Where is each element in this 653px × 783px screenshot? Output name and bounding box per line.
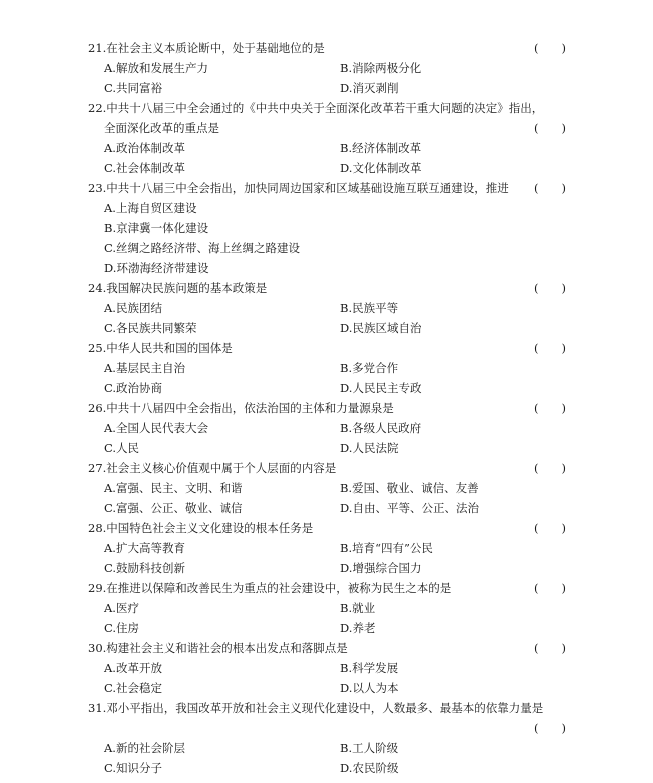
option-24-d[interactable]: D.民族区域自治 <box>340 321 422 335</box>
question-29-options-row1 <box>88 598 578 618</box>
question-28-options-row2 <box>88 558 578 578</box>
question-22-stem-cont <box>88 118 578 138</box>
option-25-c[interactable]: C.政治协商 <box>104 381 163 395</box>
question-25-options-row1 <box>88 358 578 378</box>
question-23-option-d-row <box>88 258 578 278</box>
option-23-b[interactable]: B.京津冀一体化建设 <box>104 221 209 235</box>
answer-blank-21[interactable]: ( ) <box>534 41 566 55</box>
option-29-c[interactable]: C.住房 <box>104 621 140 635</box>
option-31-a[interactable]: A.新的社会阶层 <box>104 741 185 755</box>
option-27-d[interactable]: D.自由、平等、公正、法治 <box>340 501 479 515</box>
question-26-text: 26.中共十八届四中全会指出，依法治国的主体和力量源泉是 <box>88 401 394 415</box>
question-23-option-b-row <box>88 218 578 238</box>
question-26-options-row1 <box>88 418 578 438</box>
answer-blank-23[interactable]: ( ) <box>534 181 566 195</box>
option-25-d[interactable]: D.人民民主专政 <box>340 381 422 395</box>
question-31-paren-row <box>88 718 578 738</box>
option-31-c[interactable]: C.知识分子 <box>104 761 163 775</box>
question-24-text: 24.我国解决民族问题的基本政策是 <box>88 281 268 295</box>
answer-blank-25[interactable]: ( ) <box>534 341 566 355</box>
question-22-options-row1 <box>88 138 578 158</box>
question-23-text: 23.中共十八届三中全会指出，加快同周边国家和区域基础设施互联互通建设，推进 <box>88 181 509 195</box>
answer-blank-27[interactable]: ( ) <box>534 461 566 475</box>
option-28-a[interactable]: A.扩大高等教育 <box>104 541 185 555</box>
option-21-d[interactable]: D.消灭剥削 <box>340 81 399 95</box>
option-22-c[interactable]: C.社会体制改革 <box>104 161 186 175</box>
answer-blank-31[interactable]: ( ) <box>534 721 566 735</box>
question-29-stem <box>88 578 578 598</box>
option-26-c[interactable]: C.人民 <box>104 441 140 455</box>
question-21-stem <box>88 38 578 58</box>
option-23-d[interactable]: D.环渤海经济带建设 <box>104 261 209 275</box>
question-24-stem <box>88 278 578 298</box>
question-22-text: 22.中共十八届三中全会通过的《中共中央关于全面深化改革若干重大问题的决定》指出， <box>88 101 544 115</box>
question-31-text: 31.邓小平指出，我国改革开放和社会主义现代化建设中，人数最多、最基本的依靠力量是 <box>88 701 544 715</box>
option-28-b[interactable]: B.培育“四有”公民 <box>340 541 433 555</box>
option-31-b[interactable]: B.工人阶级 <box>340 741 399 755</box>
question-26-options-row2 <box>88 438 578 458</box>
option-31-d[interactable]: D.农民阶级 <box>340 761 399 775</box>
option-26-d[interactable]: D.人民法院 <box>340 441 399 455</box>
option-28-d[interactable]: D.增强综合国力 <box>340 561 422 575</box>
option-26-b[interactable]: B.各级人民政府 <box>340 421 422 435</box>
option-22-a[interactable]: A.政治体制改革 <box>104 141 185 155</box>
question-30-options-row2 <box>88 678 578 698</box>
question-21-options-row1 <box>88 58 578 78</box>
option-24-b[interactable]: B.民族平等 <box>340 301 399 315</box>
question-30-options-row1 <box>88 658 578 678</box>
question-22-text-cont: 全面深化改革的重点是 <box>104 121 219 135</box>
option-27-a[interactable]: A.富强、民主、文明、和谐 <box>104 481 243 495</box>
option-25-a[interactable]: A.基层民主自治 <box>104 361 185 375</box>
option-29-b[interactable]: B.就业 <box>340 601 376 615</box>
option-26-a[interactable]: A.全国人民代表大会 <box>104 421 208 435</box>
answer-blank-30[interactable]: ( ) <box>534 641 566 655</box>
option-30-d[interactable]: D.以人为本 <box>340 681 399 695</box>
option-22-d[interactable]: D.文化体制改革 <box>340 161 422 175</box>
question-23-stem <box>88 178 578 198</box>
option-27-b[interactable]: B.爱国、敬业、诚信、友善 <box>340 481 479 495</box>
question-29-text: 29.在推进以保障和改善民生为重点的社会建设中，被称为民生之本的是 <box>88 581 452 595</box>
option-21-c[interactable]: C.共同富裕 <box>104 81 163 95</box>
question-24-options-row2 <box>88 318 578 338</box>
question-27-text: 27.社会主义核心价值观中属于个人层面的内容是 <box>88 461 337 475</box>
question-23-option-a-row <box>88 198 578 218</box>
option-30-c[interactable]: C.社会稳定 <box>104 681 163 695</box>
answer-blank-24[interactable]: ( ) <box>534 281 566 295</box>
question-30-stem <box>88 638 578 658</box>
question-list <box>88 38 578 778</box>
question-26-stem <box>88 398 578 418</box>
option-21-a[interactable]: A.解放和发展生产力 <box>104 61 208 75</box>
option-23-c[interactable]: C.丝绸之路经济带、海上丝绸之路建设 <box>104 241 301 255</box>
option-30-a[interactable]: A.改革开放 <box>104 661 162 675</box>
question-24-options-row1 <box>88 298 578 318</box>
question-21-text: 21.在社会主义本质论断中，处于基础地位的是 <box>88 41 325 55</box>
option-24-a[interactable]: A.民族团结 <box>104 301 162 315</box>
answer-blank-26[interactable]: ( ) <box>534 401 566 415</box>
option-29-a[interactable]: A.医疗 <box>104 601 139 615</box>
option-25-b[interactable]: B.多党合作 <box>340 361 399 375</box>
question-25-text: 25.中华人民共和国的国体是 <box>88 341 233 355</box>
question-27-stem <box>88 458 578 478</box>
answer-blank-29[interactable]: ( ) <box>534 581 566 595</box>
question-21-options-row2 <box>88 78 578 98</box>
question-28-options-row1 <box>88 538 578 558</box>
question-25-options-row2 <box>88 378 578 398</box>
question-31-options-row1 <box>88 738 578 758</box>
question-23-option-c-row <box>88 238 578 258</box>
question-28-stem <box>88 518 578 538</box>
question-28-text: 28.中国特色社会主义文化建设的根本任务是 <box>88 521 314 535</box>
question-27-options-row1 <box>88 478 578 498</box>
question-31-stem <box>88 698 578 718</box>
question-22-stem <box>88 98 578 118</box>
answer-blank-28[interactable]: ( ) <box>534 521 566 535</box>
question-27-options-row2 <box>88 498 578 518</box>
option-29-d[interactable]: D.养老 <box>340 621 376 635</box>
option-23-a[interactable]: A.上海自贸区建设 <box>104 201 197 215</box>
option-22-b[interactable]: B.经济体制改革 <box>340 141 422 155</box>
question-29-options-row2 <box>88 618 578 638</box>
question-22-options-row2 <box>88 158 578 178</box>
option-24-c[interactable]: C.各民族共同繁荣 <box>104 321 197 335</box>
option-21-b[interactable]: B.消除两极分化 <box>340 61 422 75</box>
option-27-c[interactable]: C.富强、公正、敬业、诚信 <box>104 501 243 515</box>
option-30-b[interactable]: B.科学发展 <box>340 661 399 675</box>
question-31-options-row2 <box>88 758 578 778</box>
answer-blank-22[interactable]: ( ) <box>534 121 566 135</box>
question-25-stem <box>88 338 578 358</box>
option-28-c[interactable]: C.鼓励科技创新 <box>104 561 186 575</box>
question-30-text: 30.构建社会主义和谐社会的根本出发点和落脚点是 <box>88 641 348 655</box>
